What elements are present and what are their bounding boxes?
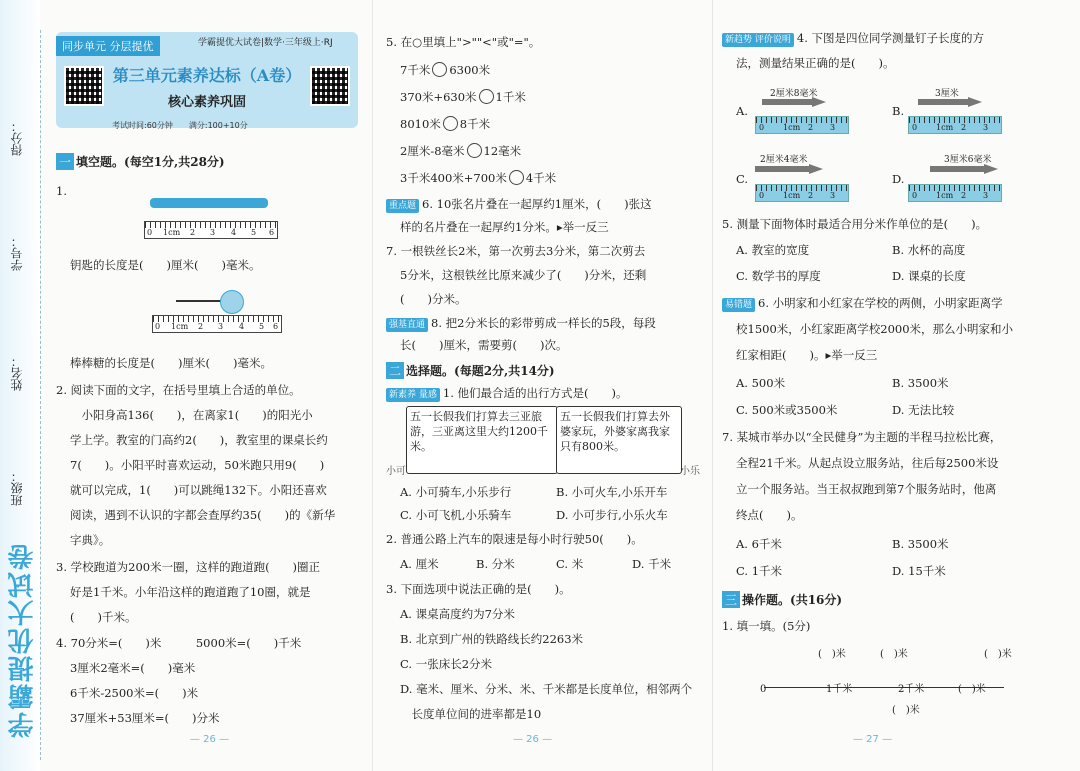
q5-opt: D. 课桌的长度	[892, 269, 966, 283]
nail-icon	[918, 99, 968, 105]
section-2-title: 二 选择题。(每题2分,共14分)	[386, 362, 555, 379]
q4-line: 3厘米2毫米=( )毫米	[70, 661, 196, 675]
c2-line: 2. 普通公路上汽车的限速是每小时行驶50( )。	[386, 532, 643, 546]
key-icon	[150, 198, 268, 208]
left-page	[0, 0, 372, 771]
q2-line: 阅读，遇到不认识的字都会查厚约35( )的《新华	[70, 508, 336, 522]
ruler-d: 0 1cm 2 3	[908, 184, 1002, 202]
q2-line: 7( )。小阳平时喜欢运动，50米跑只用9( )	[70, 458, 325, 472]
c3-opt: D. 毫米、厘米、分米、米、千米都是长度单位，相邻两个	[400, 682, 693, 696]
c1-line: 新素养 量感 1. 他们最合适的出行方式是( )。	[386, 386, 627, 402]
q7-line: 全程21千米。从起点设立服务站，往后每2500米设	[736, 456, 999, 470]
q5-opt: B. 水杯的高度	[892, 243, 966, 257]
ruler-b: 0 1cm 2 3	[908, 116, 1002, 134]
nl-top-label: ( )米	[984, 649, 1012, 660]
nail-icon	[762, 99, 812, 105]
q6-opt: C. 500米或3500米	[736, 403, 838, 417]
nail-tip-icon	[968, 97, 982, 107]
q4-line: 新趋势 评价说明 4. 下图是四位同学测量钉子长度的方	[722, 31, 984, 47]
c2-opt: D. 千米	[632, 557, 672, 571]
q8-line: 强基直通 8. 把2分米长的彩带剪成一样长的5段，每段	[386, 316, 656, 332]
q7-line: 7. 某城市举办以“全民健身”为主题的半程马拉松比赛，	[722, 430, 1002, 444]
q8-line: 长( )厘米，需要剪( )次。	[400, 338, 568, 352]
section-1-title: 一 填空题。(每空1分,共28分)	[56, 153, 225, 170]
nail-option-c: C.	[736, 172, 749, 186]
unit-tag: 同步单元 分层提优	[56, 36, 160, 56]
nail-label: 3厘米	[935, 89, 959, 99]
nl-bottom-label: 0	[760, 684, 767, 695]
c3-opt: A. 课桌高度约为7分米	[400, 607, 515, 621]
q2-line: 就可以完成，1( )可以跳绳132下。小阳还喜欢	[70, 483, 327, 497]
nl-top-label: ( )米	[818, 649, 846, 660]
nl-under-label: ( )米	[892, 705, 920, 716]
q5-opt: A. 教室的宽度	[736, 243, 810, 257]
q2-line: 2. 阅读下面的文字，在括号里填上合适的单位。	[56, 383, 301, 397]
nl-bottom-label: ( )米	[958, 684, 986, 695]
q6-line: 易错题 6. 小明家和小红家在学校的两侧，小明家距离学	[722, 296, 1003, 312]
q5-row: 3千米400米+700米 4千米	[400, 171, 557, 185]
nl-top-label: ( )米	[880, 649, 908, 660]
q7-opt: B. 3500米	[892, 537, 949, 551]
c3-opt: B. 北京到广州的铁路线长约2263米	[400, 632, 584, 646]
q2-line: 字典》。	[70, 533, 111, 547]
ruler-1: 0 1cm 2 3 4 5 6	[144, 221, 278, 239]
person-left: 小可	[386, 466, 406, 477]
nail-tip-icon	[984, 164, 998, 174]
q7-opt: C. 1千米	[736, 564, 783, 578]
qr-code-right-icon	[310, 66, 350, 106]
c2-opt: B. 分米	[476, 557, 515, 571]
nail-label: 2厘米8毫米	[770, 89, 818, 99]
nail-tip-icon	[809, 164, 823, 174]
q7-opt: D. 15千米	[892, 564, 946, 578]
q1-key-text: 钥匙的长度是( )厘米( )毫米。	[70, 258, 261, 272]
q5-line: 5. 测量下面物体时最适合用分米作单位的是( )。	[722, 217, 988, 231]
nail-option-a: A.	[736, 104, 748, 118]
q6-line: 样的名片叠在一起厚约1分米。▸举一反三	[400, 220, 609, 234]
q3-line: 3. 学校跑道为200米一圈，这样的跑道跑( )圈正	[56, 560, 321, 574]
q1-lollipop-text: 棒棒糖的长度是( )厘米( )毫米。	[70, 356, 272, 370]
q3-line: ( )千米。	[70, 610, 137, 624]
q6-line: 校1500米，小红家距离学校2000米，那么小明家和小	[736, 322, 1014, 336]
q5-row: 7千米 6300米	[400, 63, 491, 77]
q6-opt: D. 无法比较	[892, 403, 955, 417]
q5-head: 5. 在○里填上">""<"或"="。	[386, 35, 541, 49]
q7-line: 5分米，这根铁丝比原来减少了( )分米，还剩	[400, 268, 647, 282]
speech-left: 五一长假我们打算去三亚旅游，三亚离这里大约1200千米。	[406, 406, 558, 474]
speech-right: 五一长假我们打算去外婆家玩，外婆家离我家只有800米。	[556, 406, 682, 474]
q4-line: 法，测量结果正确的是( )。	[736, 56, 895, 70]
page-number: — 26 —	[190, 734, 230, 745]
q7-line: 终点( )。	[736, 508, 803, 522]
nail-icon	[755, 166, 809, 172]
name-label: 姓名：	[10, 355, 24, 391]
op1-line: 1. 填一填。(5分)	[722, 619, 811, 633]
exam-info: 考试时间:60分钟 满分:100+10分	[112, 121, 248, 130]
c3-opt: 长度单位间的进率都是10	[400, 707, 542, 721]
q6-opt: A. 500米	[736, 376, 786, 390]
c1-opt: C. 小可飞机,小乐骑车	[400, 508, 512, 522]
nail-label: 3厘米6毫米	[944, 155, 992, 165]
q7-line: 立一个服务站。当王叔叔跑到第7个服务站时，他离	[736, 482, 997, 496]
q1-num: 1.	[56, 184, 67, 198]
q4-line: 4. 70分米=( )米 5000米=( )千米	[56, 636, 302, 650]
q4-line: 37厘米+53厘米=( )分米	[70, 711, 220, 725]
qr-code-left-icon	[64, 66, 104, 106]
c3-line: 3. 下面选项中说法正确的是( )。	[386, 582, 571, 596]
q7-opt: A. 6千米	[736, 537, 782, 551]
q2-line: 学上学。教室的门高约2( )，教室里的课桌长约	[70, 433, 328, 447]
c1-opt: A. 小可骑车,小乐步行	[400, 485, 512, 499]
q5-row: 370米+630米 1千米	[400, 90, 526, 104]
q5-opt: C. 数学书的厚度	[736, 269, 821, 283]
page-title: 第三单元素养达标（A卷）	[112, 66, 302, 85]
nl-bottom-label: 1千米	[826, 684, 853, 695]
nail-label: 2厘米4毫米	[760, 155, 808, 165]
nail-icon	[930, 166, 984, 172]
section-3-title: 三 操作题。(共16分)	[722, 591, 842, 608]
score-label: 得分：	[10, 120, 24, 156]
series-label: 学霸提优大试卷|数学·三年级上·RJ	[198, 38, 333, 48]
q5-row: 8010米 8千米	[400, 117, 491, 131]
ruler-2: 0 1cm 2 3 4 5 6	[152, 315, 282, 333]
c1-opt: D. 小可步行,小乐火车	[556, 508, 668, 522]
q5-row: 2厘米-8毫米 12毫米	[400, 144, 522, 158]
page-subtitle: 核心素养巩固	[167, 95, 246, 110]
nl-bottom-label: 2千米	[898, 684, 925, 695]
c3-opt: C. 一张床长2分米	[400, 657, 493, 671]
c2-opt: C. 米	[556, 557, 584, 571]
q3-line: 好是1千米。小年沿这样的跑道跑了10圈，就是	[70, 585, 311, 599]
q7-line: 7. 一根铁丝长2米，第一次剪去3分米，第二次剪去	[386, 244, 646, 258]
cut-line	[40, 30, 41, 760]
brand-vertical: 学霸提优大试卷	[8, 542, 38, 738]
c2-opt: A. 厘米	[400, 557, 439, 571]
class-label: 班级：	[10, 470, 24, 506]
q6-opt: B. 3500米	[892, 376, 949, 390]
nail-option-d: D.	[892, 172, 905, 186]
nail-tip-icon	[812, 97, 826, 107]
c1-opt: B. 小可火车,小乐开车	[556, 485, 668, 499]
ruler-a: 0 1cm 2 3	[755, 116, 849, 134]
lollipop-icon	[220, 290, 244, 314]
id-label: 学号：	[10, 235, 24, 271]
q7-line: ( )分米。	[400, 292, 467, 306]
ruler-c: 0 1cm 2 3	[755, 184, 849, 202]
nail-option-b: B.	[892, 104, 905, 118]
q4-line: 6千米-2500米=( )米	[70, 686, 199, 700]
q2-line: 小阳身高136( )，在离家1( )的阳光小	[70, 408, 313, 422]
person-right: 小乐	[680, 466, 700, 477]
q6-line: 重点题 6. 10张名片叠在一起厚约1厘米，( )张这	[386, 197, 652, 213]
q6-line: 红家相距( )。▸举一反三	[736, 348, 878, 362]
page-number: — 27 —	[853, 734, 893, 745]
page-number: — 26 —	[513, 734, 553, 745]
